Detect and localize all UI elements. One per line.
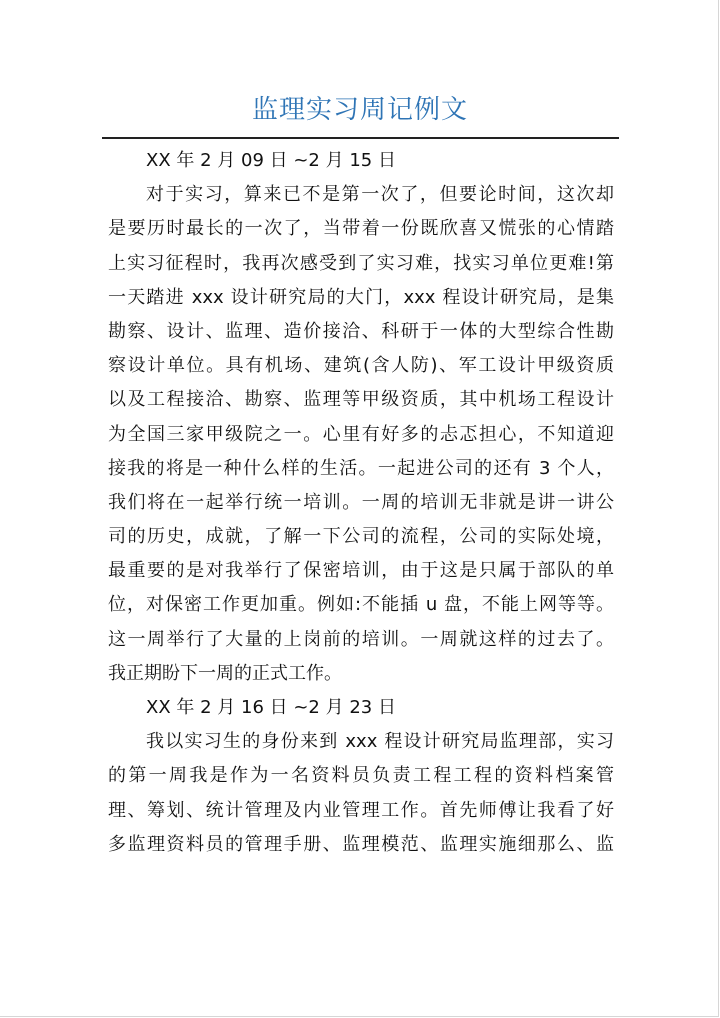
week1-line-3: 上实习征程时，我再次感受到了实习难，找实习单位更难!第 bbox=[108, 252, 614, 274]
week2-line-3: 理、筹划、统计管理及内业管理工作。首先师傅让我看了好 bbox=[108, 799, 614, 821]
document-title: 监理实习周记例文 bbox=[251, 95, 468, 125]
week1-line-5: 勘察、设计、监理、造价接洽、科研于一体的大型综合性勘 bbox=[108, 320, 614, 342]
document-body bbox=[108, 144, 614, 862]
week2-date: XX 年 2 月 16 日 ~2 月 23 日 bbox=[146, 697, 396, 718]
week1-line-6: 察设计单位。具有机场、建筑(含人防)、军工设计甲级资质 bbox=[108, 355, 614, 377]
week2-line-1: 我以实习生的身份来到 xxx 程设计研究局监理部，实习 bbox=[146, 731, 614, 753]
week1-line-1: 对于实习，算来已不是第一次了，但要论时间，这次却 bbox=[146, 184, 614, 206]
week1-line-12: 最重要的是对我举行了保密培训，由于这是只属于部队的单 bbox=[108, 560, 614, 582]
week2-line-2: 的第一周我是作为一名资料员负责工程工程的资料档案管 bbox=[108, 765, 614, 787]
week1-line-9: 接我的将是一种什么样的生活。一起进公司的还有 3 个人， bbox=[108, 457, 614, 479]
week1-line-8: 为全国三家甲级院之一。心里有好多的忐忑担心，不知道迎 bbox=[108, 423, 614, 445]
week1-line-11: 司的历史，成就，了解一下公司的流程，公司的实际处境， bbox=[108, 526, 614, 548]
week1-line-14: 这一周举行了大量的上岗前的培训。一周就这样的过去了。 bbox=[108, 628, 614, 650]
week1-line-7: 以及工程接洽、勘察、监理等甲级资质，其中机场工程设计 bbox=[108, 389, 614, 411]
week1-date: XX 年 2 月 09 日 ~2 月 15 日 bbox=[146, 150, 396, 171]
week2-line-4: 多监理资料员的管理手册、监理模范、监理实施细那么、监 bbox=[108, 833, 614, 855]
week1-line-4: 一天踏进 xxx 设计研究局的大门，xxx 程设计研究局，是集 bbox=[108, 286, 614, 308]
week1-line-15: 我正期盼下一周的正式工作。 bbox=[108, 662, 342, 684]
week1-line-2: 是要历时最长的一次了，当带着一份既欣喜又慌张的心情踏 bbox=[108, 218, 614, 240]
week1-line-13: 位，对保密工作更加重。例如:不能插 u 盘，不能上网等等。 bbox=[108, 594, 614, 616]
week1-line-10: 我们将在一起举行统一培训。一周的培训无非就是讲一讲公 bbox=[108, 491, 614, 513]
title-underline bbox=[102, 137, 619, 139]
